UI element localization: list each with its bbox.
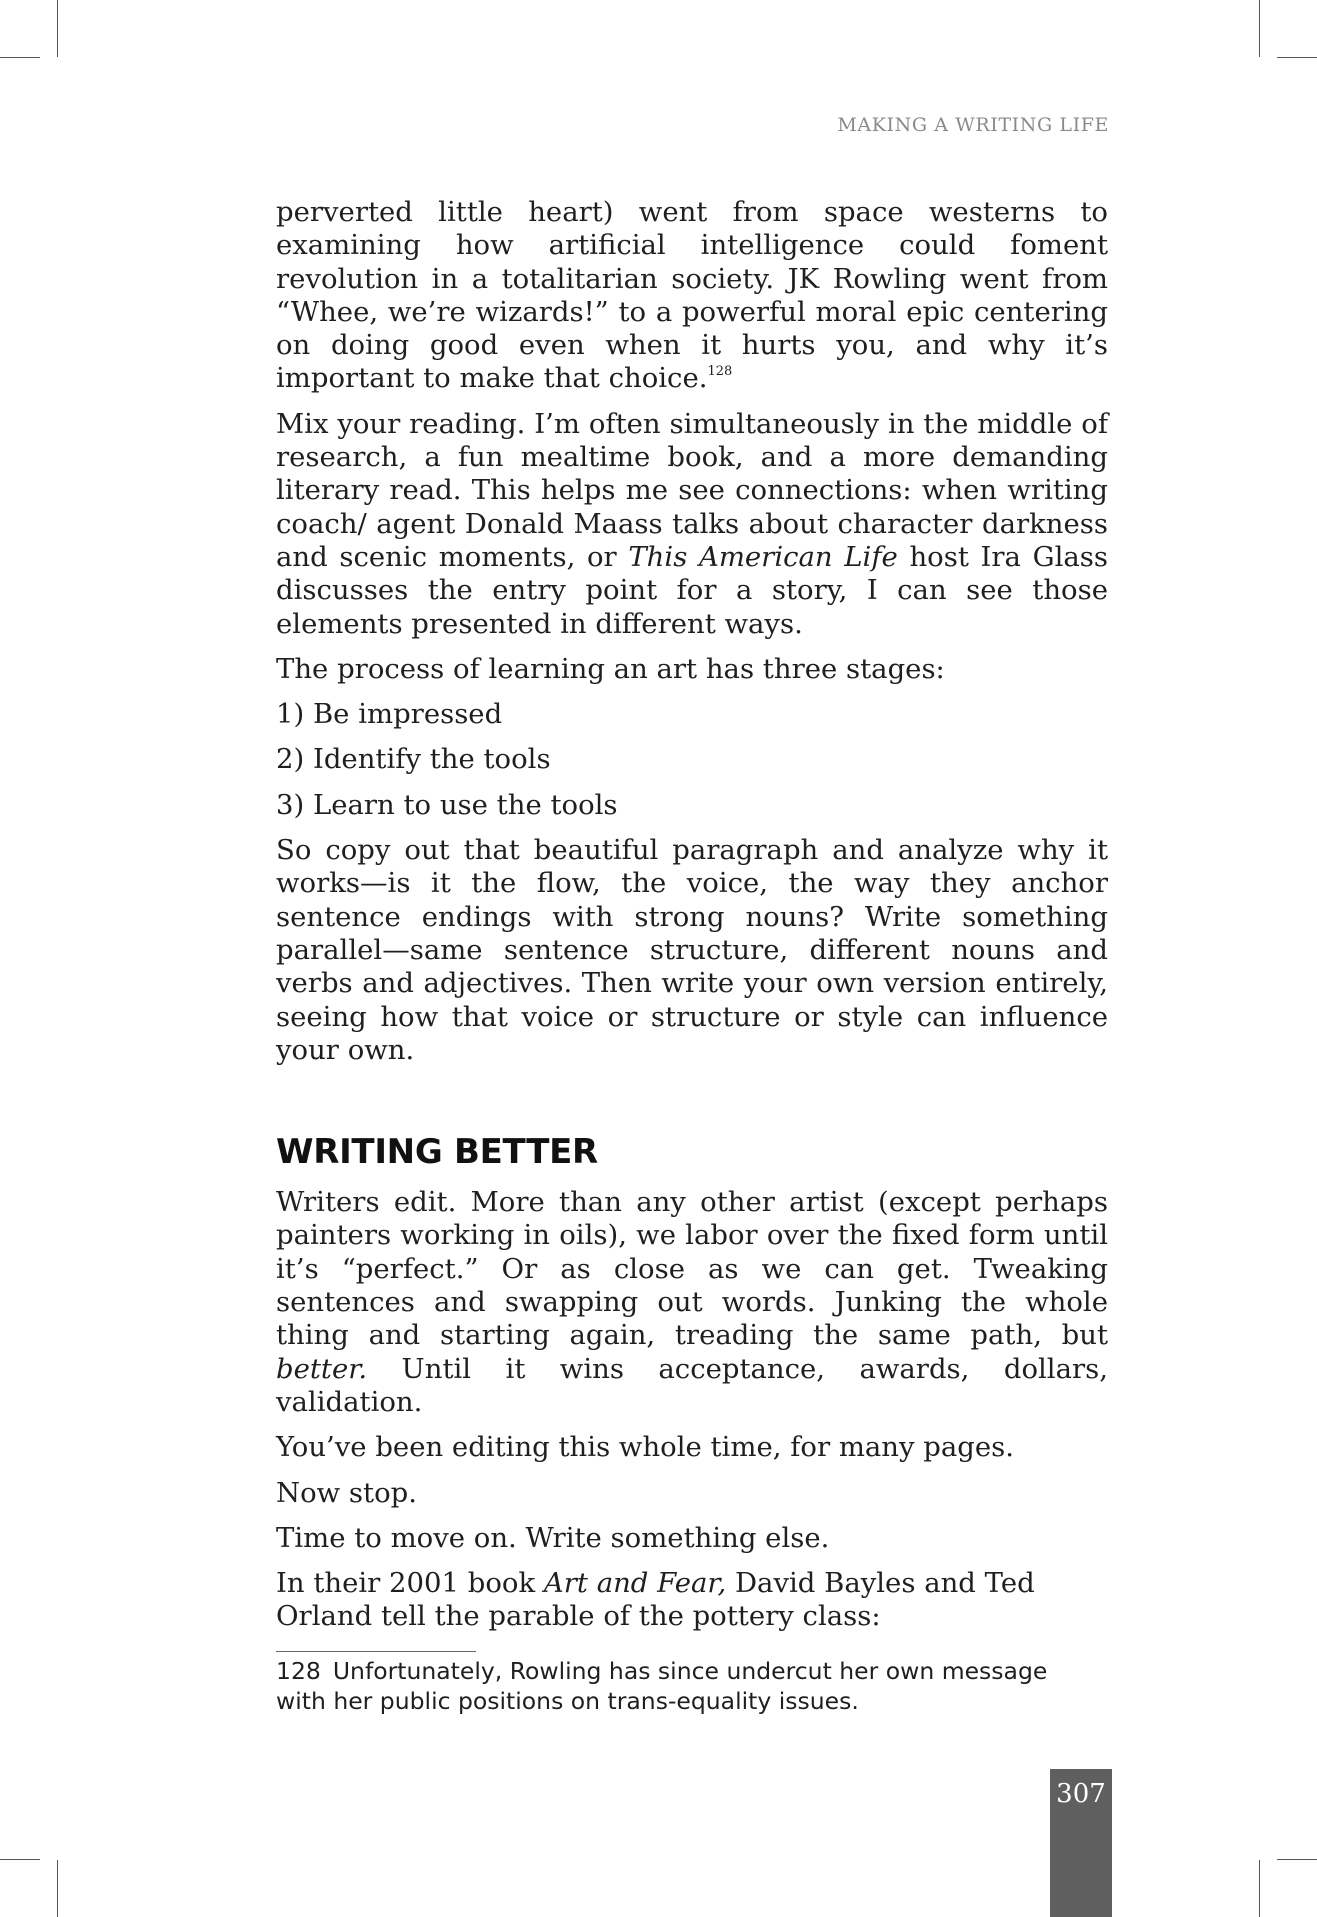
crop-mark	[0, 1859, 40, 1860]
crop-mark	[57, 1860, 58, 1917]
footnote-rule	[276, 1651, 476, 1652]
stage-item: 1) Be impressed	[276, 698, 503, 731]
crop-mark	[1277, 57, 1317, 58]
paragraph: The process of learning an art has three stages:	[276, 652, 945, 685]
paragraph: You’ve been editing this whole time, for many pages.	[276, 1431, 1015, 1464]
paragraph	[276, 1186, 1108, 1419]
footnote	[276, 1656, 1076, 1716]
footnote-reference[interactable]: 128	[707, 364, 733, 380]
paragraph-text: perverted little heart) went from space westerns to examining how artificial intelligence could foment revolution in a totalitarian society. JK Rowling went from “Whee, we’re wizards!” to a powerful moral epic centering on doing good even when it hurts you, and why it’s important to make that choice.	[276, 196, 1108, 395]
crop-mark	[1277, 1859, 1317, 1860]
italic-title: Art and Fear,	[543, 1567, 727, 1600]
crop-mark	[57, 0, 58, 57]
paragraph-text: Mix your reading. I’m often simultaneously in the middle of research, a fun mealtime book, and a more demanding literary read. This helps me see connections: when writing coach/ agent Donald Maass talks about character darkness and scenic moments, or	[276, 407, 1108, 573]
paragraph	[276, 408, 1108, 641]
stage-item: 3) Learn to use the tools	[276, 788, 618, 821]
paragraph-text: host Ira Glass discusses the entry point for a story, I can see those elements presented in different ways.	[276, 540, 1108, 640]
paragraph-text: In their 2001 book	[276, 1567, 544, 1600]
stage-item: 2) Identify the tools	[276, 743, 551, 776]
paragraph-text: David Bayles and Ted Orland tell the parable of the pottery class:	[276, 1567, 1035, 1633]
italic-word: better.	[276, 1352, 368, 1385]
section-heading: WRITING BETTER	[276, 1132, 598, 1173]
paragraph: So copy out that beautiful paragraph and analyze why it works—is it the flow, the voice, the way they anchor sentence endings with strong nouns? Write something parallel—same sentence structure, different nouns and verbs and adjectives. Then write your own version entirely, seeing how that voice or structure or style can influence your own.	[276, 834, 1108, 1066]
page-number-tab	[1050, 1769, 1112, 1917]
paragraph-text: Until it wins acceptance, awards, dollars, validation.	[276, 1352, 1108, 1418]
running-head: MAKING A WRITING LIFE	[837, 114, 1109, 136]
body-text	[276, 196, 1108, 1646]
paragraph	[276, 1567, 1108, 1634]
paragraph-text: Writers edit. More than any other artist (except perhaps painters working in oils), we labor over the fixed form until it’s “perfect.” Or as close as we can get. Tweaking sentences and swapping out words. Junking the whole thing and starting again, treading the same path, but	[276, 1186, 1108, 1352]
crop-mark	[1259, 0, 1260, 57]
crop-mark	[1259, 1860, 1260, 1917]
paragraph	[276, 196, 1108, 396]
page-number: 307	[1056, 1779, 1106, 1809]
italic-title: This American Life	[628, 540, 898, 573]
footnote-number: 128	[276, 1657, 321, 1685]
footnote-text: Unfortunately, Rowling has since undercut her own message with her public positions on trans-equality issues.	[276, 1657, 1048, 1715]
paragraph: Time to move on. Write something else.	[276, 1521, 830, 1554]
crop-mark	[0, 57, 40, 58]
paragraph: Now stop.	[276, 1476, 417, 1509]
